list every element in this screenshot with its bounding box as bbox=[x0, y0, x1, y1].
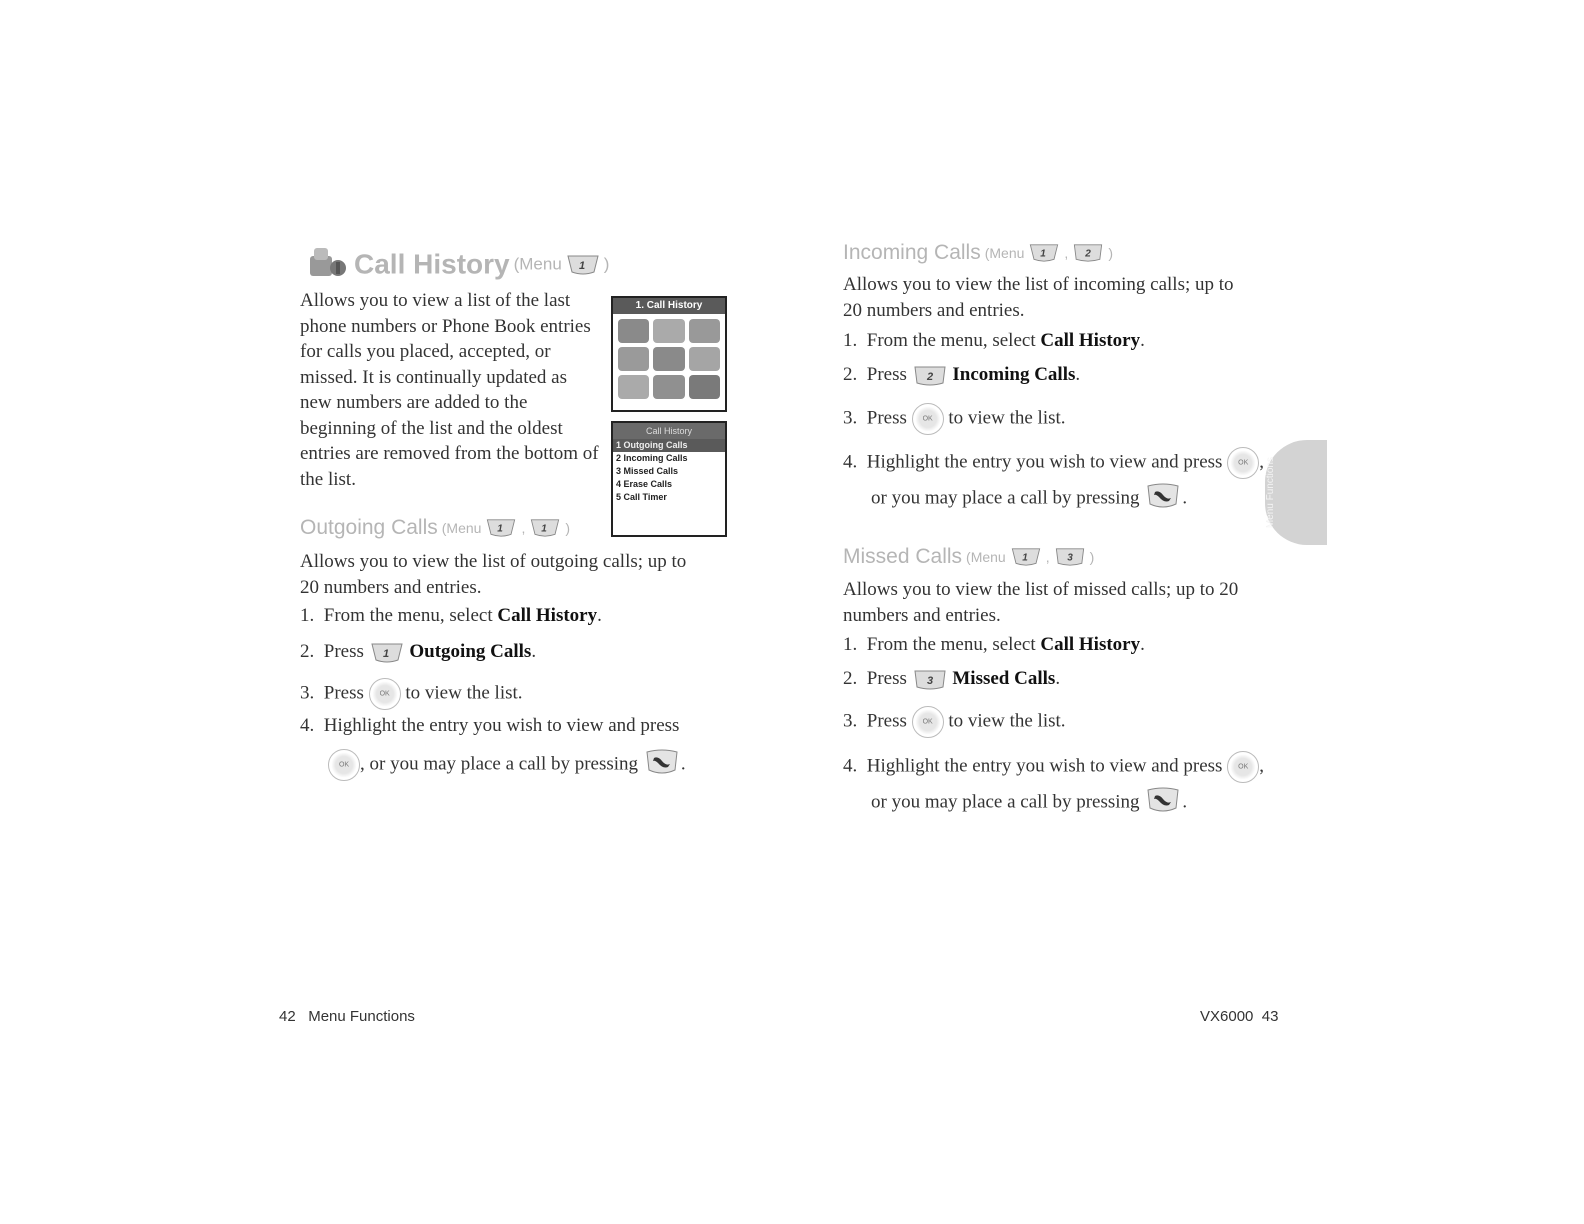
missed-step-3: 3. Press OK to view the list. bbox=[843, 706, 1066, 738]
menu-item-outgoing: 1 Outgoing Calls bbox=[613, 439, 725, 452]
grid-icon bbox=[618, 319, 649, 343]
incoming-step-2: 2. Press 2 Incoming Calls. bbox=[843, 364, 1081, 385]
call-history-list-screen bbox=[611, 421, 727, 537]
outgoing-step-2: 2. Press 1 Outgoing Calls. bbox=[300, 641, 537, 662]
svg-text:2: 2 bbox=[1085, 248, 1092, 260]
menu-word: (Menu bbox=[966, 549, 1006, 565]
page-number: 42 bbox=[279, 1008, 296, 1025]
ok-button-icon: OK bbox=[328, 749, 360, 781]
outgoing-calls-heading bbox=[300, 516, 570, 540]
grid-icon bbox=[653, 319, 684, 343]
left-footer bbox=[279, 1008, 415, 1025]
call-history-icon bbox=[308, 244, 350, 285]
grid-icon bbox=[653, 375, 684, 399]
key-3-icon bbox=[912, 669, 948, 691]
call-history-title: Call History bbox=[354, 248, 510, 280]
svg-text:2: 2 bbox=[926, 370, 933, 383]
call-history-intro: Allows you to view a list of the last phone numbers or Phone Book entries for calls you placed, accepted, or missed. It is continually updated as new numbers are added to the beginning of the list and the oldest entries are removed from the bottom of the list. bbox=[300, 290, 599, 490]
call-history-grid-screen bbox=[611, 296, 727, 412]
svg-text:1: 1 bbox=[1040, 248, 1047, 260]
incoming-step-4-cont: or you may place a call by pressing . bbox=[871, 482, 1187, 516]
grid-icon bbox=[618, 375, 649, 399]
key-1-icon bbox=[1010, 547, 1042, 567]
menu-item-timer: 5 Call Timer bbox=[616, 492, 667, 502]
outgoing-step-3: 3. Press OK to view the list. bbox=[300, 678, 523, 710]
menu-word: (Menu bbox=[984, 245, 1025, 261]
section-tab bbox=[1265, 440, 1327, 545]
incoming-description: Allows you to view the list of incoming calls; up to 20 numbers and entries. bbox=[843, 274, 1234, 321]
menu-close: ) bbox=[1089, 549, 1095, 565]
grid-icon bbox=[689, 319, 720, 343]
screen1-title: 1. Call History bbox=[613, 298, 725, 314]
incoming-calls-heading bbox=[843, 241, 1113, 265]
menu-item-erase: 4 Erase Calls bbox=[616, 479, 673, 489]
svg-text:1: 1 bbox=[1022, 552, 1028, 564]
missed-description: Allows you to view the list of missed calls; up to 20 numbers and entries. bbox=[843, 579, 1239, 626]
grid-icons bbox=[613, 314, 725, 404]
missed-title: Missed Calls bbox=[843, 545, 963, 568]
outgoing-title: Outgoing Calls bbox=[300, 516, 438, 539]
grid-icon bbox=[689, 347, 720, 371]
svg-text:3: 3 bbox=[926, 674, 933, 687]
svg-text:3: 3 bbox=[1066, 552, 1073, 564]
comma: , bbox=[1045, 549, 1050, 565]
menu-word: (Menu bbox=[441, 520, 482, 536]
section-label: Menu Functions bbox=[308, 1008, 415, 1025]
grid-icon bbox=[653, 347, 684, 371]
outgoing-step-1: 1. From the menu, select Call History. bbox=[300, 605, 602, 626]
menu-item-incoming: 2 Incoming Calls bbox=[616, 453, 688, 463]
send-key-icon bbox=[1144, 786, 1182, 820]
incoming-step-1: 1. From the menu, select Call History. bbox=[843, 330, 1145, 351]
key-1-icon bbox=[369, 642, 405, 664]
svg-text:1: 1 bbox=[497, 523, 504, 535]
incoming-title: Incoming Calls bbox=[843, 241, 981, 264]
svg-text:1: 1 bbox=[382, 647, 389, 660]
key-2-icon bbox=[912, 365, 948, 387]
outgoing-description: Allows you to view the list of outgoing calls; up to 20 numbers and entries. bbox=[300, 551, 687, 598]
key-1-icon bbox=[485, 518, 517, 538]
send-key-icon bbox=[643, 748, 681, 782]
menu-close: ) bbox=[1108, 245, 1113, 261]
send-key-icon bbox=[1144, 482, 1182, 516]
svg-text:1: 1 bbox=[578, 259, 585, 272]
key-1-icon bbox=[529, 518, 561, 538]
ok-button-icon: OK bbox=[1227, 447, 1259, 479]
menu-close: ) bbox=[603, 254, 610, 274]
missed-step-1: 1. From the menu, select Call History. bbox=[843, 634, 1145, 655]
missed-step-2: 2. Press 3 Missed Calls. bbox=[843, 668, 1061, 689]
menu-item-missed: 3 Missed Calls bbox=[616, 466, 679, 476]
key-3-icon bbox=[1054, 547, 1086, 567]
key-1-icon bbox=[566, 254, 600, 276]
comma: , bbox=[521, 520, 526, 536]
ok-button-icon: OK bbox=[369, 678, 401, 710]
key-1-icon bbox=[1028, 243, 1060, 263]
call-history-heading bbox=[308, 244, 609, 285]
page-number: 43 bbox=[1261, 1008, 1279, 1025]
ok-button-icon: OK bbox=[912, 706, 944, 738]
incoming-step-3: 3. Press OK to view the list. bbox=[843, 403, 1066, 435]
missed-step-4: 4. Highlight the entry you wish to view and press OK , bbox=[843, 751, 1264, 783]
missed-calls-heading bbox=[843, 545, 1094, 569]
outgoing-step-4-cont: OK , or you may place a call by pressing . bbox=[328, 748, 686, 782]
grid-icon bbox=[689, 375, 720, 399]
ok-button-icon: OK bbox=[1227, 751, 1259, 783]
model-label: VX6000 bbox=[1200, 1008, 1254, 1025]
comma: , bbox=[1064, 245, 1069, 261]
incoming-step-4: 4. Highlight the entry you wish to view and press OK , bbox=[843, 447, 1264, 479]
grid-icon bbox=[618, 347, 649, 371]
outgoing-step-4: 4. Highlight the entry you wish to view and press bbox=[300, 715, 680, 736]
section-tab-label: Menu Functions bbox=[1265, 456, 1276, 529]
missed-step-4-cont: or you may place a call by pressing . bbox=[871, 786, 1187, 820]
key-2-icon bbox=[1072, 243, 1104, 263]
menu-close: ) bbox=[565, 520, 570, 536]
right-footer bbox=[1200, 1008, 1278, 1025]
menu-word: (Menu bbox=[513, 254, 562, 274]
screen2-title: Call History bbox=[613, 423, 725, 439]
svg-text:1: 1 bbox=[541, 523, 548, 535]
ok-button-icon: OK bbox=[912, 403, 944, 435]
